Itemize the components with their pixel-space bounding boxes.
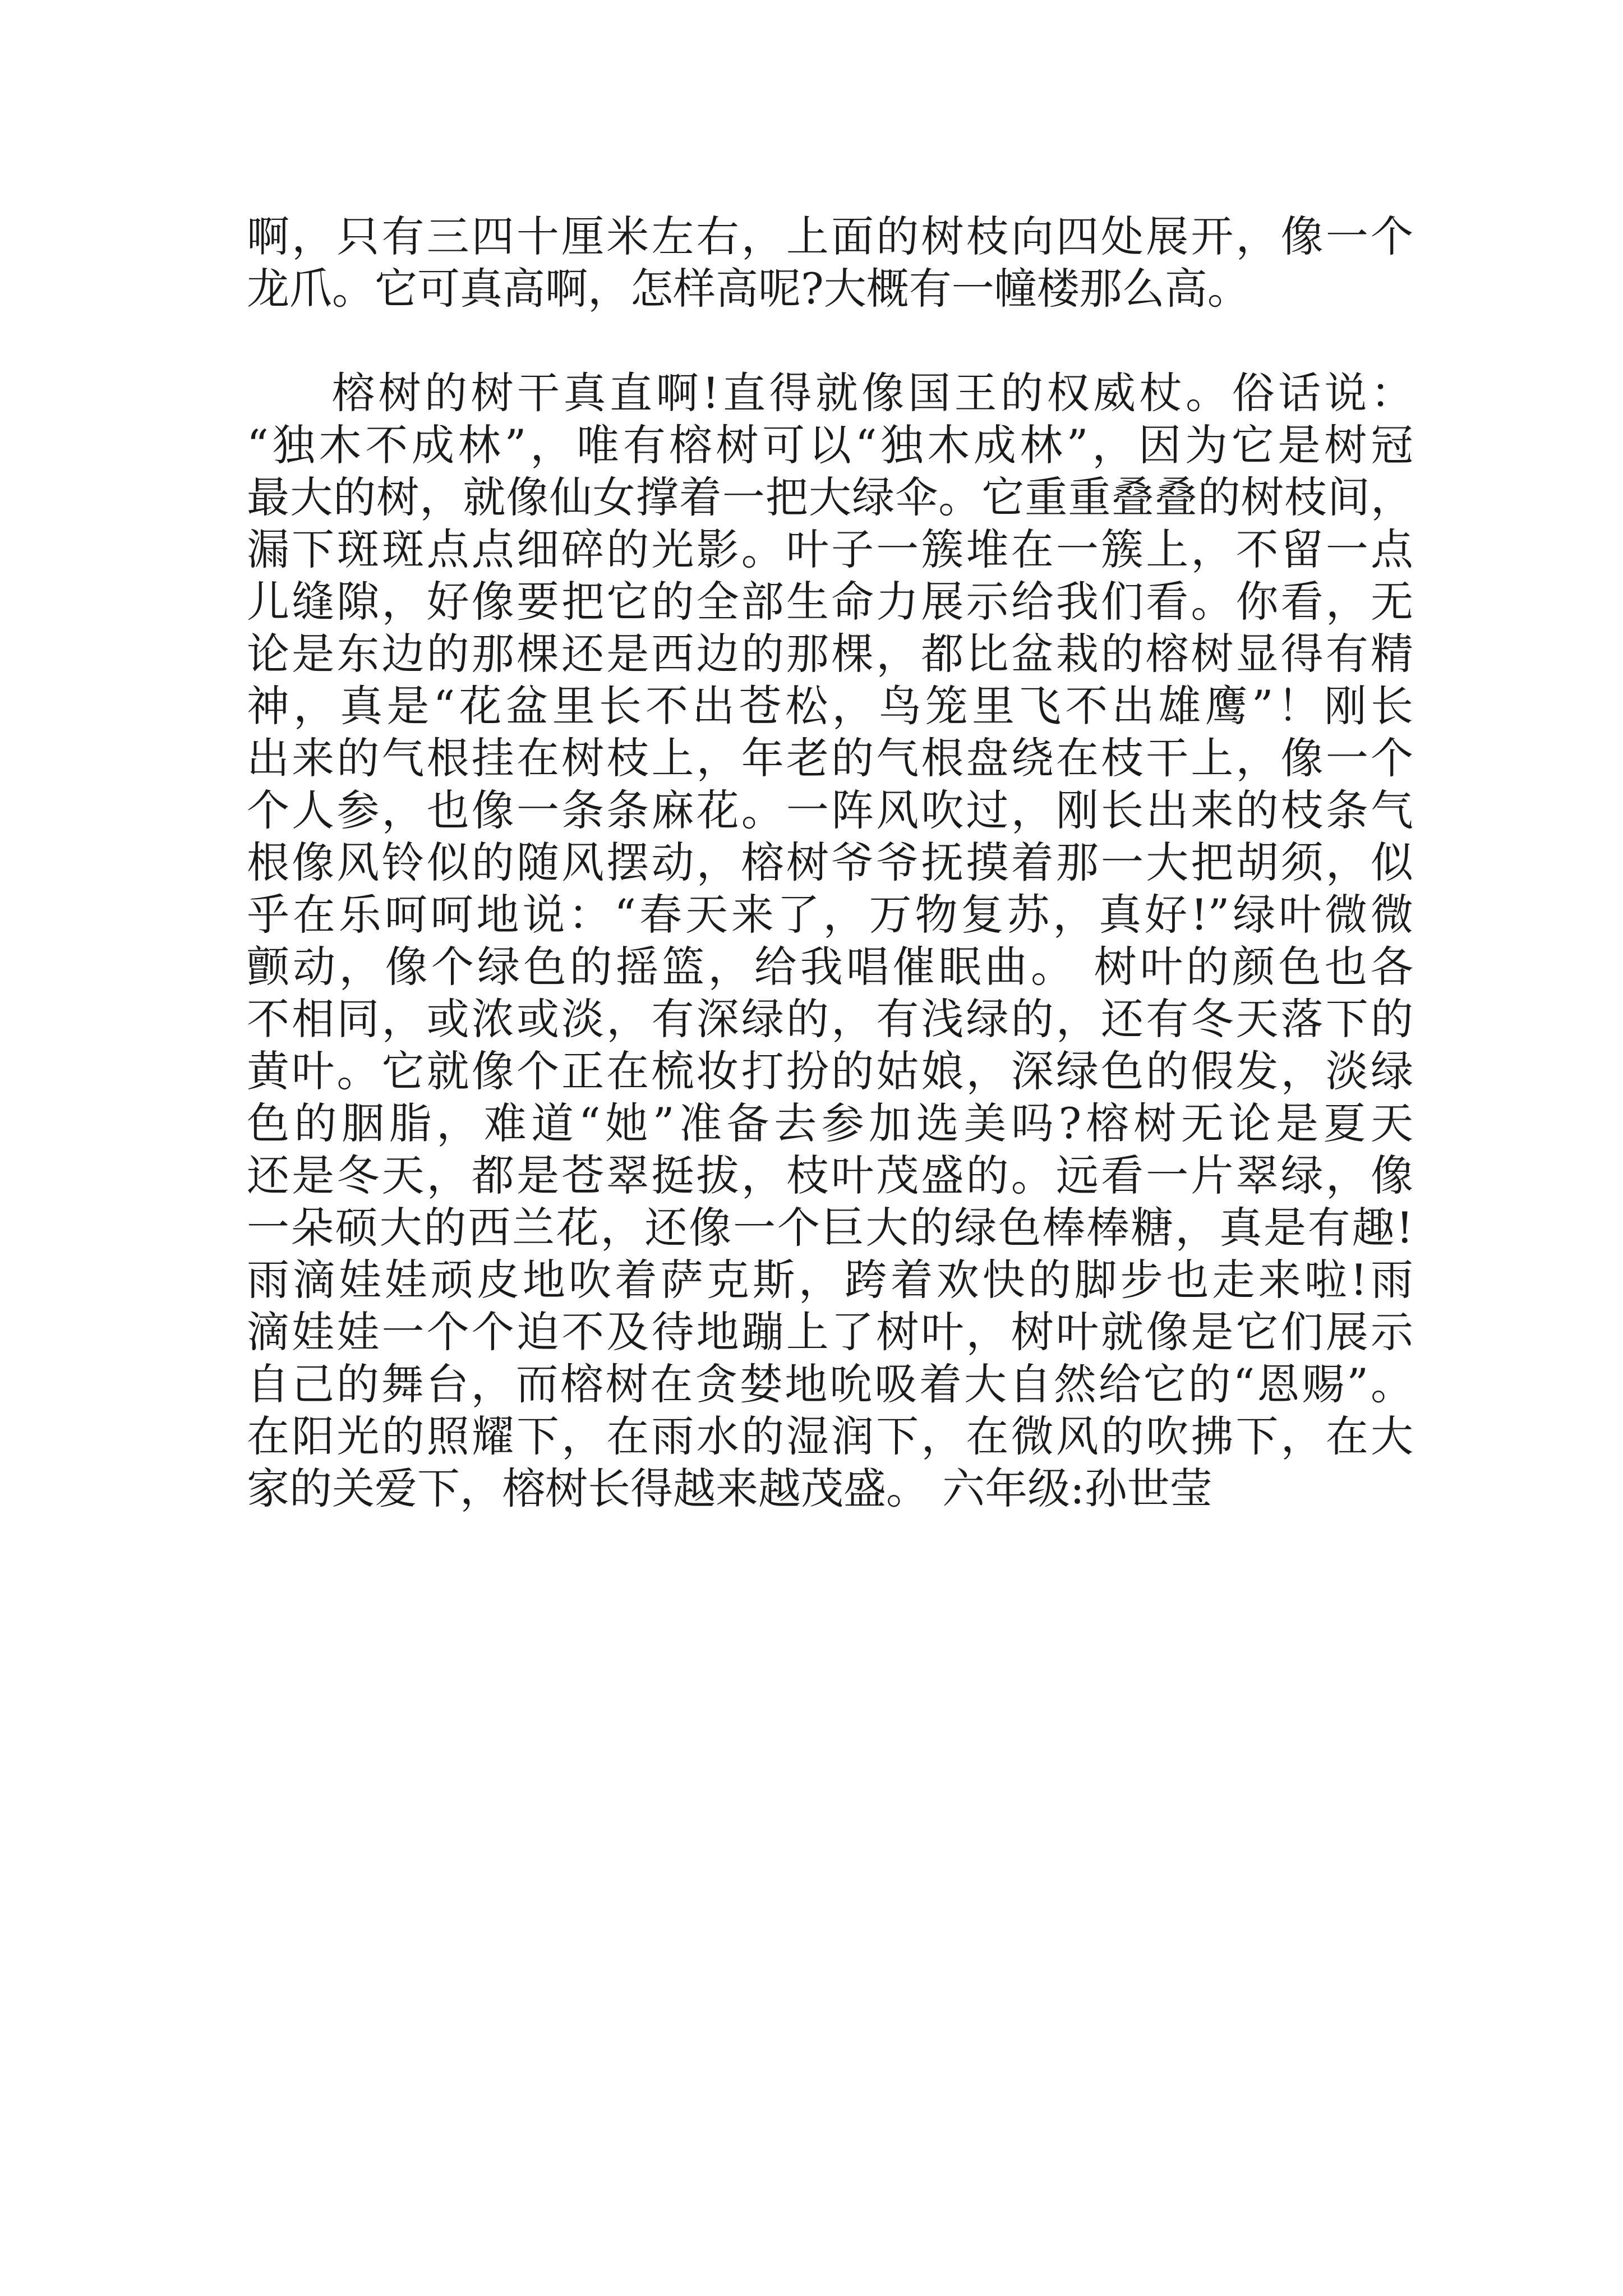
text-line: 榕树的树干真直啊!直得就像国王的权威杖。俗话说： xyxy=(332,368,1413,418)
text-line: 在阳光的照耀下，在雨水的湿润下，在微风的吹拂下，在大 xyxy=(247,1411,1413,1461)
essay-body xyxy=(247,210,1413,1515)
text-line: 啊，只有三四十厘米左右，上面的树枝向四处展开，像一个 xyxy=(247,211,1413,261)
text-line: 自己的舞台，而榕树在贪婪地吮吸着大自然给它的“恩赐”。 xyxy=(247,1359,1413,1409)
text-line: 根像风铃似的随风摆动，榕树爷爷抚摸着那一大把胡须，似 xyxy=(247,838,1413,887)
text-line: 漏下斑斑点点细碎的光影。叶子一簇堆在一簇上，不留一点 xyxy=(247,524,1413,574)
text-line: 儿缝隙，好像要把它的全部生命力展示给我们看。你看，无 xyxy=(247,577,1413,627)
text-line: 龙爪。它可真高啊，怎样高呢?大概有一幢楼那么高。 xyxy=(247,264,1250,314)
text-line: 颤动，像个绿色的摇篮，给我唱催眠曲。 树叶的颜色也各 xyxy=(247,942,1413,992)
text-line-signature: 家的关爱下，榕树长得越来越茂盛。 六年级:孙世莹 xyxy=(247,1464,1212,1513)
text-line: 还是冬天，都是苍翠挺拔，枝叶茂盛的。远看一片翠绿，像 xyxy=(247,1151,1413,1200)
text-line: 个人参，也像一条条麻花。一阵风吹过，刚长出来的枝条气 xyxy=(247,785,1413,835)
text-line: 论是东边的那棵还是西边的那棵，都比盆栽的榕树显得有精 xyxy=(247,629,1413,679)
text-line: 出来的气根挂在树枝上，年老的气根盘绕在枝干上，像一个 xyxy=(247,733,1413,783)
text-line: 乎在乐呵呵地说：“春天来了，万物复苏，真好!”绿叶微微 xyxy=(247,890,1413,940)
text-line: 一朵硕大的西兰花，还像一个巨大的绿色棒棒糖，真是有趣! xyxy=(247,1203,1413,1253)
text-line: 黄叶。它就像个正在梳妆打扮的姑娘，深绿色的假发，淡绿 xyxy=(247,1046,1413,1096)
text-line: “独木不成林”，唯有榕树可以“独木成林”，因为它是树冠 xyxy=(247,420,1413,470)
text-line: 不相同，或浓或淡，有深绿的，有浅绿的，还有冬天落下的 xyxy=(247,994,1413,1044)
text-line: 神，真是“花盆里长不出苍松，鸟笼里飞不出雄鹰”！刚长 xyxy=(247,681,1413,731)
text-line: 最大的树，就像仙女撑着一把大绿伞。它重重叠叠的树枝间， xyxy=(247,472,1413,522)
text-line: 滴娃娃一个个迫不及待地蹦上了树叶，树叶就像是它们展示 xyxy=(247,1307,1413,1357)
text-line: 色的胭脂，难道“她”准备去参加选美吗?榕树无论是夏天 xyxy=(247,1098,1413,1148)
text-line: 雨滴娃娃顽皮地吹着萨克斯，跨着欢快的脚步也走来啦!雨 xyxy=(247,1255,1413,1305)
